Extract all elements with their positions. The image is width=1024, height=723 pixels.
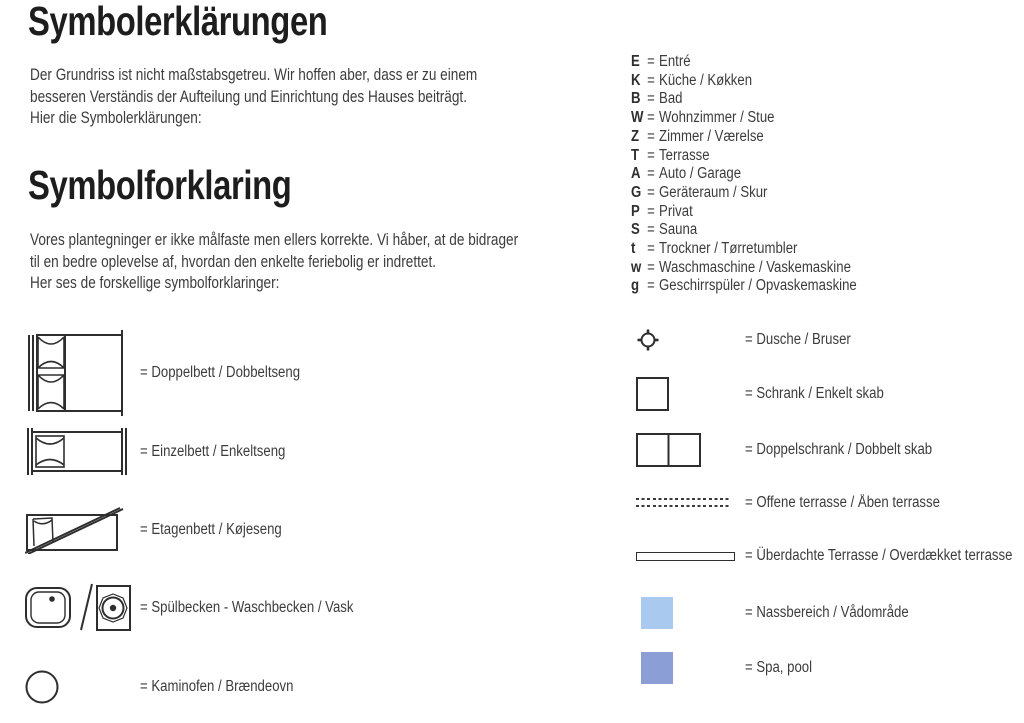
legend-label: = Doppelbett / Dobbeltseng [140, 364, 301, 381]
legend-row-spa-pool [641, 652, 824, 684]
paragraph-danish [30, 229, 518, 294]
abbreviation-letter: K [631, 71, 641, 89]
equals-sign: = [647, 146, 655, 164]
abbreviation-letter: w [631, 258, 642, 276]
abbreviation-row [631, 128, 857, 147]
legend-label: = Spa, pool [745, 659, 813, 676]
abbreviation-letter: B [631, 90, 641, 108]
heading-german: Symbolerklärungen [28, 0, 328, 44]
bunk-bed-icon [25, 506, 140, 554]
heading-danish: Symbolforklaring [28, 162, 292, 208]
legend-label: = Kaminofen / Brændeovn [140, 678, 294, 695]
abbreviation-row [631, 277, 857, 296]
equals-sign: = [647, 53, 655, 70]
abbreviation-letter: T [631, 146, 640, 164]
abbreviation-row [631, 53, 857, 72]
equals-sign: = [647, 258, 655, 276]
legend-label: = Doppelschrank / Dobbelt skab [745, 441, 933, 458]
abbreviation-definition: Zimmer / Værelse [659, 127, 764, 145]
abbreviation-definition: Waschmaschine / Vaskemaskine [659, 258, 851, 276]
abbreviation-list [631, 53, 857, 296]
abbreviation-row [631, 90, 857, 109]
abbreviation-row [631, 72, 857, 91]
legend-row-sink [25, 583, 391, 633]
legend-row-double-bed [25, 330, 328, 416]
legend-label: = Spülbecken - Waschbecken / Vask [140, 599, 354, 616]
abbreviation-definition: Küche / Køkken [659, 71, 753, 89]
legend-label: = Schrank / Enkelt skab [745, 385, 884, 402]
abbreviation-definition: Privat [659, 202, 693, 220]
paragraph-german-line: Hier die Symbolerklärungen: [30, 108, 202, 128]
abbreviation-row [631, 259, 857, 278]
legend-row-single-wardrobe [636, 377, 908, 411]
paragraph-danish-line: Her ses de forskellige symbolforklaringer: [30, 273, 280, 293]
equals-sign: = [647, 90, 655, 108]
sink-washbasin-icon [25, 583, 140, 633]
spa-pool-swatch [641, 652, 745, 684]
legend-row-open-terrace [636, 493, 974, 511]
abbreviation-letter: A [631, 165, 641, 183]
equals-sign: = [647, 183, 655, 201]
equals-sign: = [647, 71, 655, 89]
abbreviation-definition: Terrasse [659, 146, 710, 164]
single-wardrobe-icon [636, 377, 745, 411]
paragraph-german [30, 64, 477, 129]
single-bed-icon [25, 428, 140, 475]
abbreviation-definition: Auto / Garage [659, 165, 742, 183]
equals-sign: = [647, 240, 655, 258]
equals-sign: = [647, 127, 655, 145]
abbreviation-letter: S [631, 221, 640, 239]
equals-sign: = [647, 277, 655, 295]
wet-area-swatch [641, 597, 745, 629]
abbreviation-letter: g [631, 277, 640, 295]
abbreviation-row [631, 184, 857, 203]
abbreviation-definition: Geschirrspüler / Opvaskemaskine [659, 277, 857, 295]
legend-row-wet-area [641, 597, 938, 629]
abbreviation-row [631, 147, 857, 166]
abbreviation-letter: Z [631, 127, 640, 145]
equals-sign: = [647, 202, 655, 220]
legend-row-shower [636, 327, 869, 353]
abbreviation-row [631, 165, 857, 184]
legend-label: = Offene terrasse / Åben terrasse [745, 493, 940, 511]
shower-icon [636, 327, 745, 353]
paragraph-danish-line: til en bedre oplevelse af, hvordan den enkelte feriebolig er indrettet. [30, 251, 436, 271]
legend-label: = Nassbereich / Vådområde [745, 604, 909, 621]
legend-label: = Etagenbett / Køjeseng [140, 521, 282, 538]
legend-label: = Einzelbett / Enkeltseng [140, 442, 286, 460]
abbreviation-row [631, 240, 857, 259]
double-bed-icon [25, 330, 140, 416]
abbreviation-definition: Sauna [659, 221, 698, 239]
abbreviation-definition: Entré [659, 53, 691, 70]
abbreviation-letter: t [631, 240, 636, 258]
open-terrace-icon [636, 498, 745, 508]
equals-sign: = [647, 165, 655, 183]
covered-terrace-icon [636, 552, 745, 561]
abbreviation-row [631, 109, 857, 128]
double-wardrobe-icon [636, 433, 745, 467]
legend-row-single-bed [25, 428, 311, 475]
equals-sign: = [647, 109, 655, 127]
abbreviation-letter: E [631, 53, 640, 70]
legend-row-covered-terrace [636, 547, 1024, 564]
abbreviation-definition: Trockner / Tørretumbler [659, 240, 798, 258]
legend-label: = Dusche / Bruser [745, 331, 851, 348]
wood-stove-icon [25, 670, 140, 704]
legend-label: = Überdachte Terrasse / Overdækket terrasse [745, 547, 1013, 564]
legend-row-stove [25, 670, 321, 704]
abbreviation-row [631, 221, 857, 240]
legend-row-double-wardrobe [636, 433, 965, 467]
abbreviation-definition: Wohnzimmer / Stue [659, 109, 775, 127]
paragraph-danish-line: Vores plantegninger er ikke målfaste men ellers korrekte. Vi håber, at de bidrager [30, 230, 519, 249]
abbreviation-letter: W [631, 109, 644, 127]
abbreviation-letter: G [631, 183, 642, 201]
equals-sign: = [647, 221, 655, 239]
legend-row-bunk-bed [25, 506, 307, 554]
abbreviation-definition: Geräteraum / Skur [659, 183, 768, 201]
paragraph-german-line: Der Grundriss ist nicht maßstabsgetreu. Wir hoffen aber, dass er zu einem [30, 65, 478, 84]
abbreviation-letter: P [631, 202, 640, 220]
abbreviation-row [631, 203, 857, 222]
paragraph-german-line: besseren Verständis der Aufteilung und Einrichtung des Hauses beiträgt. [30, 86, 467, 106]
abbreviation-definition: Bad [659, 90, 683, 108]
